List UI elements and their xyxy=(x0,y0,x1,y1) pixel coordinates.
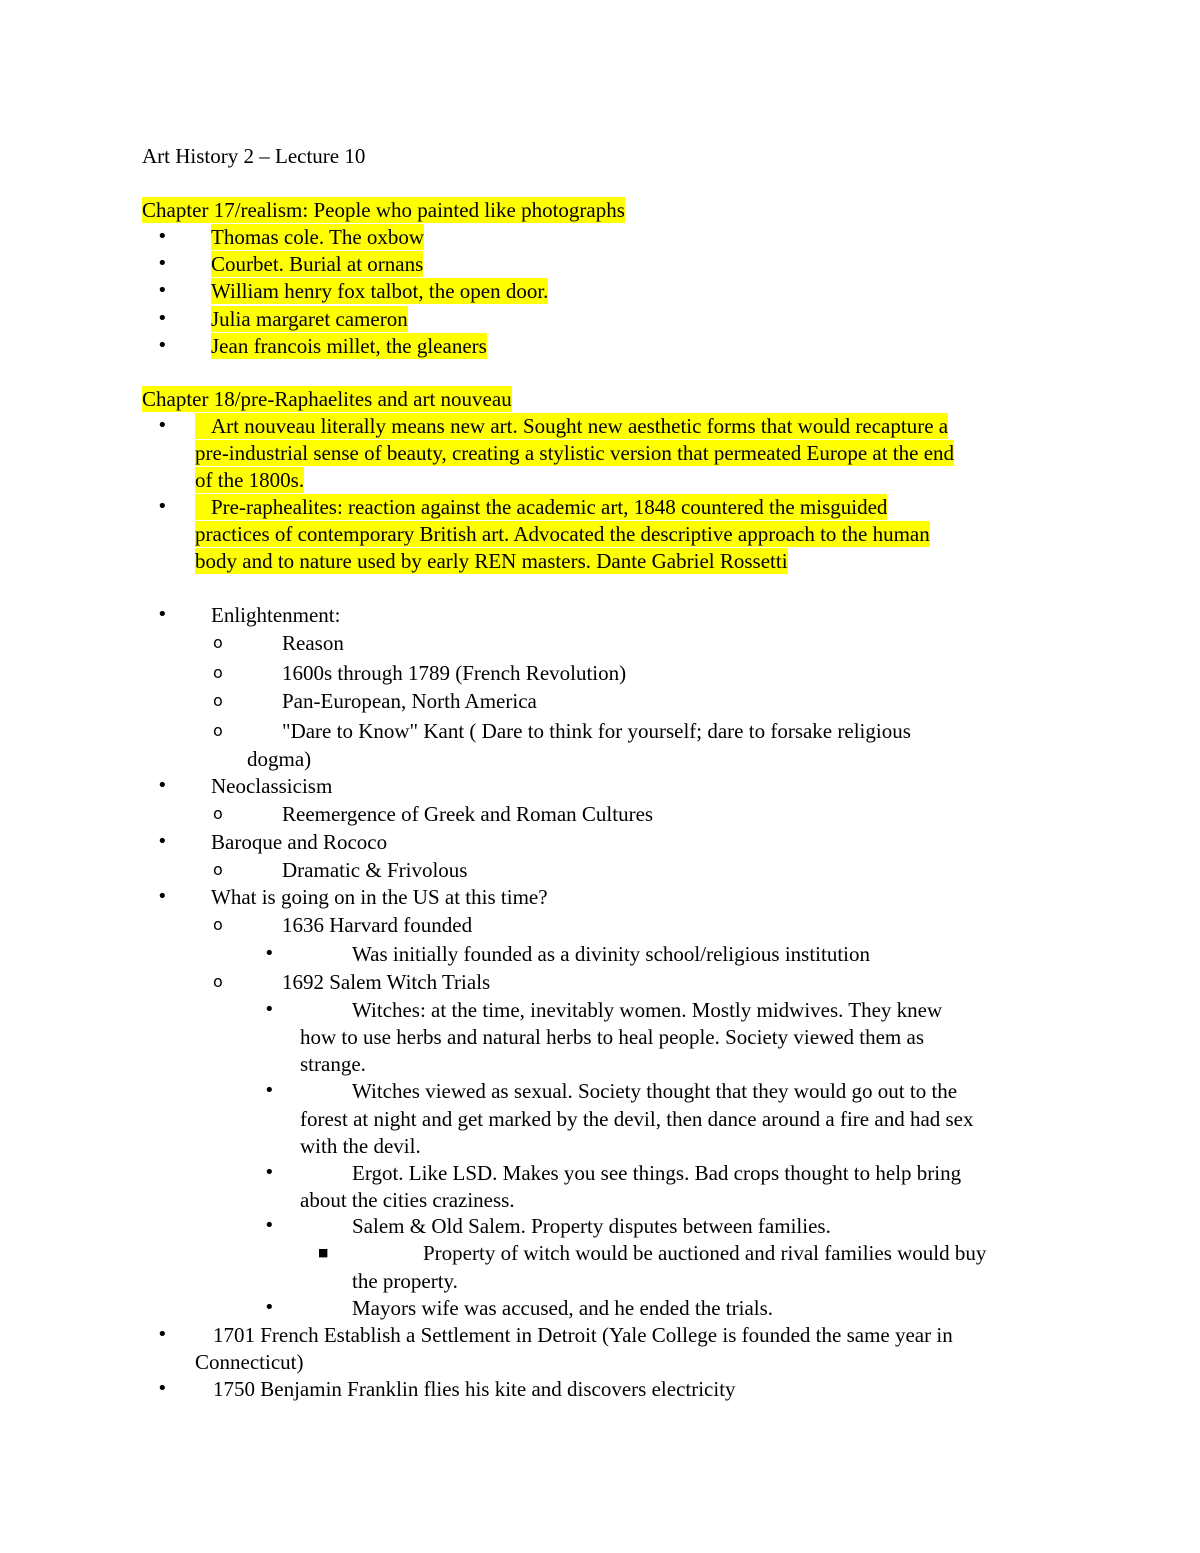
outline-subsubitem: Mayors wife was accused, and he ended the trials. xyxy=(352,1296,774,1320)
bullet-icon: • xyxy=(157,496,168,517)
outline-level4-continuation: the property. xyxy=(352,1269,458,1293)
outline-subitem: 1692 Salem Witch Trials xyxy=(282,970,491,994)
bullet-icon: • xyxy=(157,335,168,356)
outline-item-continuation: Connecticut) xyxy=(195,1350,304,1374)
bullet-icon: • xyxy=(264,999,275,1020)
list-item: Thomas cole. The oxbow xyxy=(211,225,425,249)
outline-subsubitem: Witches viewed as sexual. Society thought that they would go out to the xyxy=(352,1079,958,1103)
page-title: Art History 2 – Lecture 10 xyxy=(142,144,366,168)
outline-subitem: Reason xyxy=(282,631,344,655)
circle-bullet-icon: o xyxy=(213,633,223,652)
bullet-icon: • xyxy=(157,886,168,907)
list-item: Art nouveau literally means new art. Sought new aesthetic forms that would recapture a xyxy=(195,413,948,439)
outline-subsubitem-continuation: forest at night and get marked by the devil, then dance around a fire and had sex xyxy=(300,1107,974,1131)
list-item-continuation: practices of contemporary British art. Advocated the descriptive approach to the human xyxy=(195,522,930,546)
outline-subsubitem-continuation: about the cities craziness. xyxy=(300,1188,515,1212)
outline-item: Enlightenment: xyxy=(211,603,341,627)
outline-subitem: "Dare to Know" Kant ( Dare to think for yourself; dare to forsake religious xyxy=(282,719,911,743)
bullet-icon: • xyxy=(264,943,275,964)
list-item: Courbet. Burial at ornans xyxy=(211,252,424,276)
outline-subsubitem-continuation: with the devil. xyxy=(300,1134,421,1158)
bullet-icon: • xyxy=(264,1162,275,1183)
circle-bullet-icon: o xyxy=(213,860,223,879)
list-item-continuation: body and to nature used by early REN masters. Dante Gabriel Rossetti xyxy=(195,549,788,573)
circle-bullet-icon: o xyxy=(213,663,223,682)
bullet-icon: • xyxy=(157,253,168,274)
bullet-icon: • xyxy=(264,1297,275,1318)
outline-subitem: Dramatic & Frivolous xyxy=(282,858,468,882)
outline-item: Baroque and Rococo xyxy=(211,830,388,854)
circle-bullet-icon: o xyxy=(213,972,223,991)
bullet-icon: • xyxy=(157,1324,168,1345)
outline-subitem: 1636 Harvard founded xyxy=(282,913,473,937)
circle-bullet-icon: o xyxy=(213,804,223,823)
list-item: Julia margaret cameron xyxy=(211,307,408,331)
bullet-icon: • xyxy=(264,1080,275,1101)
outline-item: 1701 French Establish a Settlement in Detroit (Yale College is founded the same year in xyxy=(213,1323,953,1347)
outline-subsubitem: Salem & Old Salem. Property disputes between families. xyxy=(352,1214,831,1238)
outline-subitem: Reemergence of Greek and Roman Cultures xyxy=(282,802,654,826)
bullet-icon: • xyxy=(157,280,168,301)
list-item: Jean francois millet, the gleaners xyxy=(211,334,487,358)
circle-bullet-icon: o xyxy=(213,691,223,710)
section-heading: Chapter 17/realism: People who painted like photographs xyxy=(142,198,625,222)
outline-subitem: Pan-European, North America xyxy=(282,689,537,713)
outline-subsubitem-continuation: how to use herbs and natural herbs to heal people. Society viewed them as xyxy=(300,1025,924,1049)
outline-subitem-continuation: dogma) xyxy=(247,747,312,771)
bullet-icon: • xyxy=(264,1215,275,1236)
list-item: Pre-raphealites: reaction against the academic art, 1848 countered the misguided xyxy=(195,494,887,520)
bullet-icon: • xyxy=(157,775,168,796)
section-heading: Chapter 18/pre-Raphaelites and art nouveau xyxy=(142,387,512,411)
bullet-icon: • xyxy=(157,831,168,852)
bullet-icon: • xyxy=(157,308,168,329)
outline-subsubitem: Was initially founded as a divinity school/religious institution xyxy=(352,942,871,966)
outline-subsubitem: Witches: at the time, inevitably women. Mostly midwives. They knew xyxy=(352,998,943,1022)
outline-level4-item: Property of witch would be auctioned and rival families would buy xyxy=(423,1241,987,1265)
circle-bullet-icon: o xyxy=(213,721,223,740)
bullet-icon: • xyxy=(157,1378,168,1399)
bullet-icon: • xyxy=(157,415,168,436)
outline-subsubitem: Ergot. Like LSD. Makes you see things. Bad crops thought to help bring xyxy=(352,1161,962,1185)
circle-bullet-icon: o xyxy=(213,915,223,934)
outline-item: 1750 Benjamin Franklin flies his kite and discovers electricity xyxy=(213,1377,736,1401)
outline-subsubitem-continuation: strange. xyxy=(300,1052,366,1076)
bullet-icon: • xyxy=(157,226,168,247)
square-bullet-icon: ■ xyxy=(318,1246,329,1259)
outline-item: What is going on in the US at this time? xyxy=(211,885,548,909)
list-item: William henry fox talbot, the open door. xyxy=(211,279,549,303)
outline-subitem: 1600s through 1789 (French Revolution) xyxy=(282,661,627,685)
list-item-continuation: of the 1800s. xyxy=(195,468,305,492)
outline-item: Neoclassicism xyxy=(211,774,333,798)
list-item-continuation: pre-industrial sense of beauty, creating a stylistic version that permeated Europe at the end xyxy=(195,441,955,465)
bullet-icon: • xyxy=(157,604,168,625)
